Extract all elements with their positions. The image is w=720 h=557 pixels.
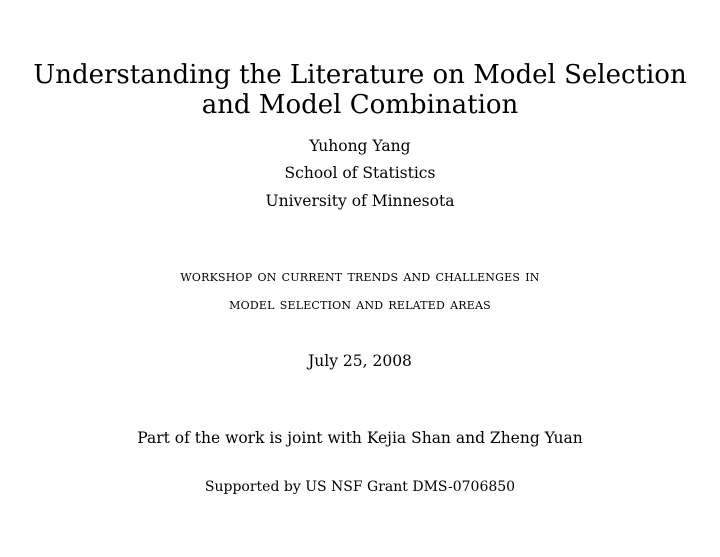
joint-work-note: Part of the work is joint with Kejia Shan and Zheng Yuan	[137, 429, 583, 447]
title-line-1: Understanding the Literature on Model Selection	[33, 60, 687, 90]
presentation-date: July 25, 2008	[308, 352, 412, 370]
workshop-line-2: model selection and related areas	[229, 295, 491, 313]
author-department: School of Statistics	[284, 164, 436, 182]
grant-support-note: Supported by US NSF Grant DMS-0706850	[204, 479, 516, 495]
author-university: University of Minnesota	[265, 192, 455, 210]
author-name: Yuhong Yang	[309, 137, 411, 155]
workshop-line-1: workshop on current trends and challenges in	[180, 267, 540, 285]
title-line-2: and Model Combination	[201, 90, 519, 120]
